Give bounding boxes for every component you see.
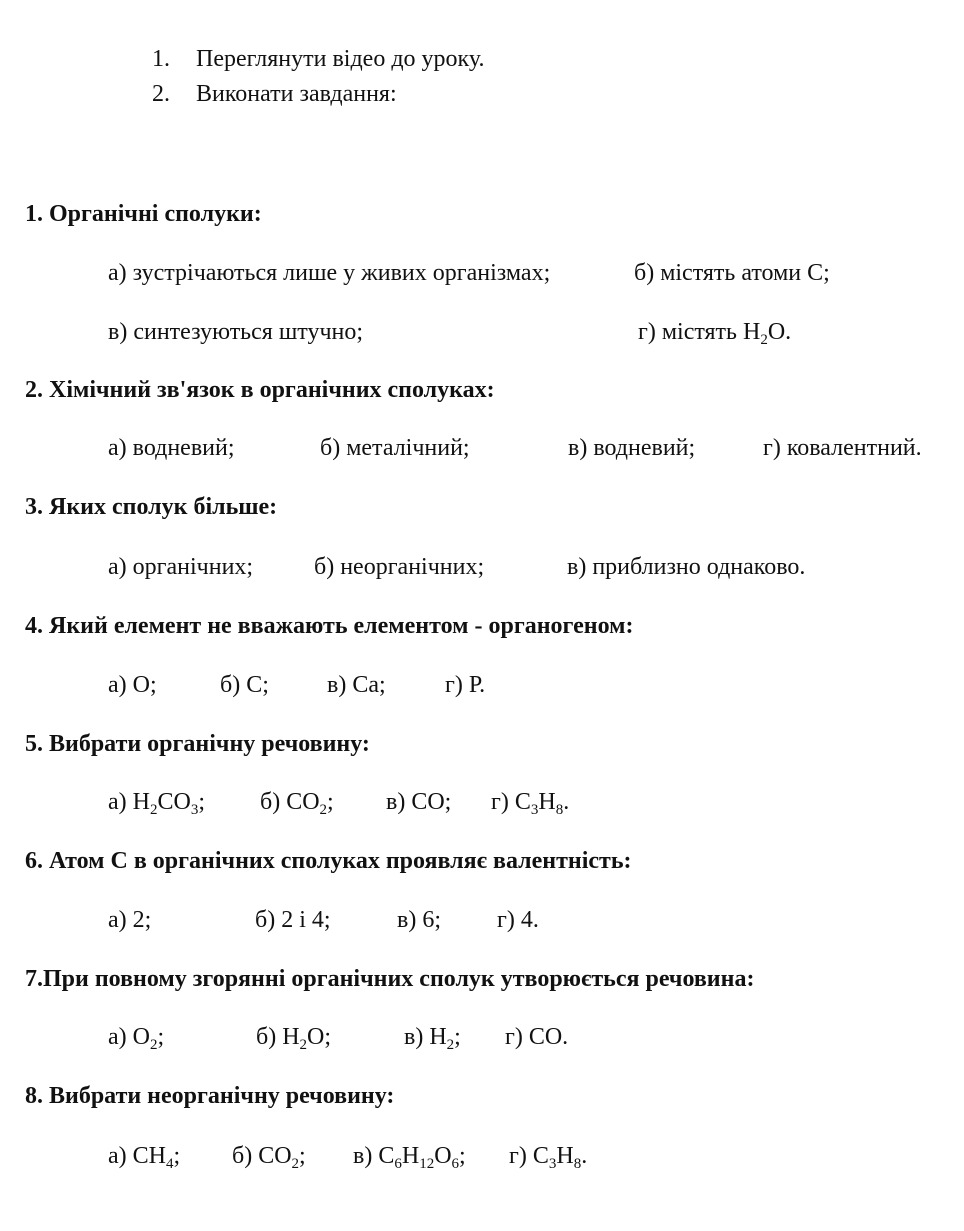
answer-option: в) Са; [327, 672, 386, 698]
question-title: 1. Органічні сполуки: [25, 201, 262, 227]
answer-option: а) 2; [108, 907, 152, 933]
answer-option: в) синтезуються штучно; [108, 319, 364, 345]
answer-option: а) $CH_4$; [108, 1143, 181, 1172]
question-title: 5. Вибрати органічну речовину: [25, 731, 370, 757]
answer-option: в) приблизно однаково. [567, 554, 806, 580]
answer-option: г) $C_3H_8$. [509, 1143, 588, 1172]
answer-option: б) С; [220, 672, 269, 698]
answer-option: а) О; [108, 672, 157, 698]
answer-option: б) $H_2O$; [256, 1024, 332, 1053]
question-title: 4. Який елемент не вважають елементом - органогеном: [25, 613, 634, 639]
answer-option: г) містять $H_2O$. [638, 319, 792, 348]
answer-option: б) металічний; [320, 435, 470, 461]
answer-option: б) містять атоми С; [634, 260, 830, 286]
question-title: 3. Яких сполук більше: [25, 494, 278, 520]
answer-option: в) CO; [386, 789, 452, 815]
answer-option: г) Р. [445, 672, 486, 698]
answer-option: г) ковалентний. [763, 435, 922, 461]
answer-option: в) водневий; [568, 435, 696, 461]
answer-option: а) водневий; [108, 435, 235, 461]
answer-option: г) CO. [505, 1024, 569, 1050]
instruction-item: 1. Переглянути відео до уроку. [152, 46, 485, 72]
answer-option: а) зустрічаються лише у живих організмах; [108, 260, 551, 286]
question-title: 8. Вибрати неорганічну речовину: [25, 1083, 395, 1109]
answer-option: б) неорганічних; [314, 554, 485, 580]
answer-option: в) 6; [397, 907, 441, 933]
answer-option: а) $H_2CO_3$; [108, 789, 205, 818]
answer-option: г) 4. [497, 907, 539, 933]
answer-option: а) органічних; [108, 554, 254, 580]
question-title: 7.При повному згорянні органічних сполук утворюється речовина: [25, 966, 755, 992]
question-title: 6. Атом С в органічних сполуках проявляє валентність: [25, 848, 632, 874]
answer-option: в) $C_6H_{12}O_6$; [353, 1143, 466, 1172]
answer-option: б) $CO_2$; [260, 789, 334, 818]
answer-option: а) $O_2$; [108, 1024, 165, 1053]
answer-option: б) $CO_2$; [232, 1143, 306, 1172]
answer-option: в) $H_2$; [404, 1024, 461, 1053]
question-title: 2. Хімічний зв'язок в органічних сполуках: [25, 377, 495, 403]
answer-option: б) 2 і 4; [255, 907, 331, 933]
answer-option: г) $C_3H_8$. [491, 789, 570, 818]
instruction-item: 2. Виконати завдання: [152, 81, 397, 107]
